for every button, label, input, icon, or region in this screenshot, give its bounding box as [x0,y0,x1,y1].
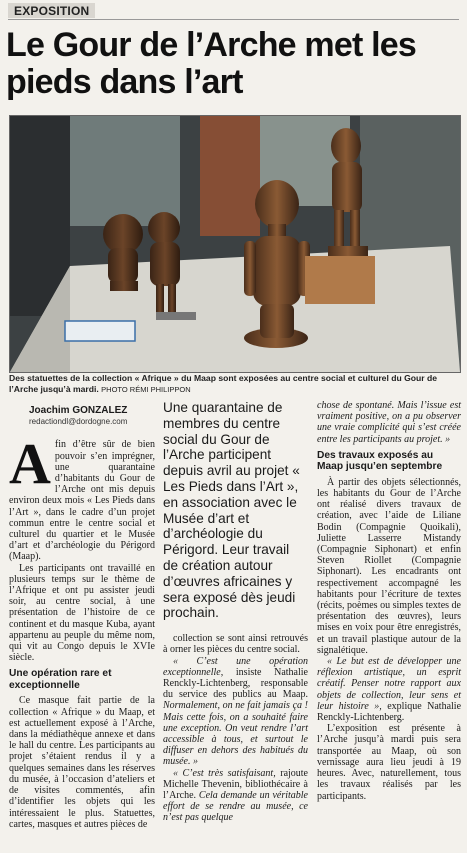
column-2 [163,400,308,824]
paragraph: Ce masque fait partie de la collection « Afrique » du Maap, et est actuellement exposé à l’Arche, dans la médiathèque annexe et dans le hall du centre. Les participants au projet s’étaient rendus il y a quelques semaines dans les réserves du musée, à l’occasion d’ateliers et de visites commentés, afin d’identifier les objets qui les intéressaient le plus. Statuettes, cartes, masques et autres pièces de [9,695,155,830]
photo-credit: PHOTO RÉMI PHILIPPON [101,385,191,394]
intro-paragraph: Afin d’être sûr de bien pouvoir s’en imprégner, une quarantaine d’habitants du Gour de l’Arche ont mis depuis environ deux mois « Les Pieds dans l’Art », dans le cadre d’un projet commun entre le centre social et culturel du quartier et le Musée d’art et d’archéologie du Périgord (Maap). [9,431,155,563]
paragraph: Les participants ont travaillé en plusieurs temps sur le thème de l’Afrique et ont pu assister jeudi soir, au centre social, à une présentation de l’histoire de ce continent et du masque Kuba, ayant appartenu au peuple du même nom, qui vit au Congo depuis le XVIe siècle. [9,562,155,664]
author-email: redactiondl@dordogne.com [29,417,128,427]
subheading: Une opération rare et exceptionnelle [9,668,112,691]
paragraph: collection se sont ainsi retrouvés à orner les pièces du centre social. [163,633,308,656]
drop-cap: A [9,431,51,497]
photo-caption: Des statuettes de la collection « Afrique » du Maap sont exposées au centre social et culturel du Gour de l’Arche jusqu’à mardi. PHOTO RÉMI PHILIPPON [9,373,438,394]
statuettes-illustration [10,116,460,372]
quote-paragraph: « Le but est de développer une réflexion artistique, un esprit créatif. Penser notre rapport aux objets de collection, leur sens et leur histoire », explique Nathalie Renckly-Lichtenberg. [317,656,462,724]
paragraph: À partir des objets sélectionnés, les habitants du Gour de l’Arche ont réalisé divers travaux de création, avec l’aide de Liliane Bodin (Compagnie Quoikali), Juliette Lasserre Mistandy (Compagnie Siphonart) et enfin Steven Riollet (Compagnie Siphonart). Les encadrants ont respectivement accompagné les habitants pour l’écriture de textes (récits, poèmes ou simples textes de présentation des œuvres), leurs mises en voix pour être enregistrés, et un travail plastique autour de la signalétique. [317,476,461,656]
lead-paragraph: Une quarantaine de membres du centre social du Gour de l’Arche participent depuis avril au projet « Les Pieds dans l’Art », en association avec le Musée d’art et d’archéologie du Périgord. Leur travail de création autour d’œuvres africaines y sera exposé dès jeudi prochain. [163,400,300,621]
rubric-divider [8,19,459,20]
column-3 [317,400,461,802]
quote-paragraph: « C’est une opération exceptionnelle, insiste Nathalie Renckly-Lichtenberg, responsable du service des publics au Maap. Normalement, on ne fait jamais ça ! Mais cette fois, on a souhaité faire une exception. On veut rendre l’art accessible à tous, et surtout le diffuser en dehors des habitués du musée. » [163,655,308,768]
article-headline: Le Gour de l’Arche met les pieds dans l’art [6,26,416,101]
paragraph: chose de spontané. Mais l’issue est vraiment positive, on a pu observer une vraie complicité qui s’est créée entre les participants au projet. » [317,400,461,445]
quote-paragraph: « C’est très satisfaisant, rajoute Michelle Thevenin, bibliothécaire à l’Arche. Cela demande un véritable effort de se rendre au musée, ce n’est pas quelque [163,767,308,824]
article-photo [9,115,461,373]
author-name: Joachim GONZALEZ [29,405,128,416]
display-stand [305,256,375,304]
column-1 [9,400,155,830]
section-rubric: EXPOSITION [8,3,95,18]
subheading: Des travaux exposés au Maap jusqu’en septembre [317,449,443,473]
paragraph: L’exposition est présente à l’Arche jusqu’à mardi puis sera transportée au Maap, où son vernissage aura lieu jeudi à 19 heures. Avec, naturellement, tous les travaux réalisés par les participants. [317,723,461,802]
